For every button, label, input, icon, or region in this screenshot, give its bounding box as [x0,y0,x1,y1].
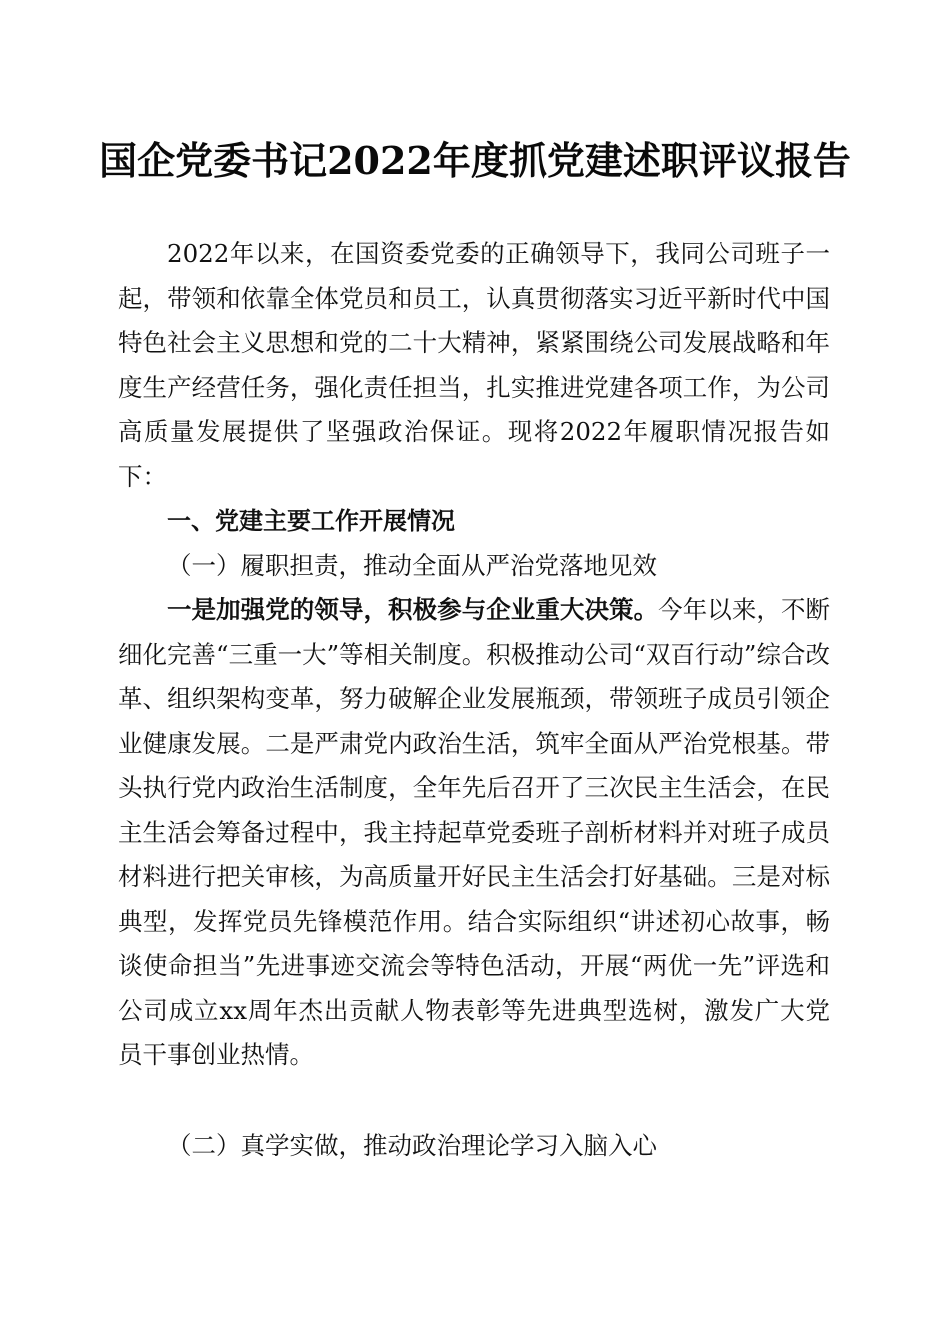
subsection1-text [118,588,830,1078]
subsection-heading-2 [118,1124,830,1169]
section-heading [118,499,830,544]
document-title: 国企党委书记2022年度抓党建述职评议报告 [99,138,851,183]
subsection1-heading: （一）履职担责，推动全面从严治党落地见效 [167,551,657,580]
section1-heading: 一、党建主要工作开展情况 [167,507,455,535]
subsection1-paragraph [118,588,830,1078]
subsection1-body: 今年以来，不断细化完善“三重一大”等相关制度。积极推动公司“双百行动”综合改革、组织架构变革，努力破解企业发展瓶颈，带领班子成员引领企业健康发展。二是严肃党内政治生活，筑牢全面从严治党根基。带头执行党内政治生活制度，全年先后召开了三次民主生活会，在民主生活会筹备过程中，我主持起草党委班子剖析材料并对班子成员材料进行把关审核，为高质量开好民主生活会打好基础。三是对标典型，发挥党员先锋模范作用。结合实际组织“讲述初心故事，畅谈使命担当”先进事迹交流会等特色活动，开展“两优一先”评选和公司成立xx周年杰出贡献人物表彰等先进典型选树，激发广大党员干事创业热情。 [118,595,831,1069]
intro-paragraph [118,232,830,499]
subsection-heading [118,544,830,589]
intro-text: 2022年以来，在国资委党委的正确领导下，我同公司班子一起，带领和依靠全体党员和员工，认真贯彻落实习近平新时代中国特色社会主义思想和党的二十大精神，紧紧围绕公司发展战略和年度生产经营任务，强化责任担当，扎实推进党建各项工作，为公司高质量发展提供了坚强政治保证。现将2022年履职情况报告如下： [118,239,830,491]
subsection1-lead: 一是加强党的领导，积极参与企业重大决策。 [167,595,659,624]
subsection2-heading: （二）真学实做，推动政治理论学习入脑入心 [167,1131,657,1160]
